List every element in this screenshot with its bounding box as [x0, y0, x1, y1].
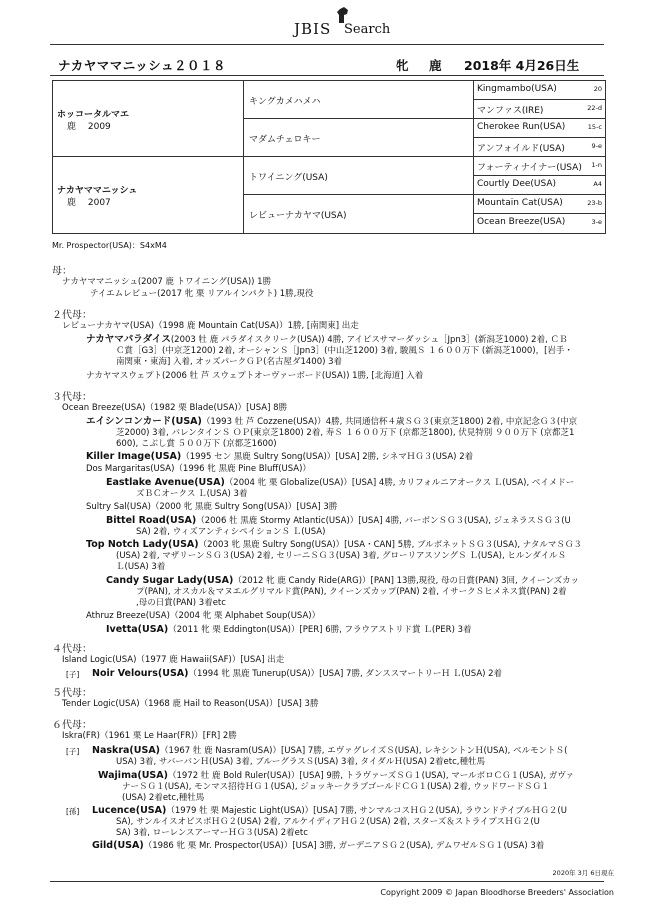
family-line[interactable]: ナカヤママニッシュ(2007 鹿 トワイニング(USA)) 1勝: [62, 277, 272, 287]
horse-link[interactable]: Naskra(USA): [92, 745, 161, 756]
gen2-name[interactable]: マダムチェロキー: [249, 135, 321, 145]
gen2-name[interactable]: キングカメハメハ: [249, 97, 321, 107]
horse-record: （2003 牝 黒鹿 Sultry Song(USA)）[USA・CAN] 5勝, ブルボネットＳＧ３(USA), ナタルマＳＧ３: [198, 540, 582, 550]
as-of-date: 2020年 3月 6日現在: [552, 869, 614, 877]
family-line-cont: ズＢＣオークス Ｌ(USA) 3着: [136, 489, 248, 499]
pedigree-gen3-cell[interactable]: [473, 157, 605, 176]
pedigree-gen3-cell[interactable]: [473, 100, 605, 119]
family-line-cont: 600), こぶし賞 ５００万下 (京都芝1600): [116, 439, 277, 449]
section-heading-dam: 母：: [52, 266, 72, 277]
family-line[interactable]: [86, 539, 582, 551]
gen3-name[interactable]: Courtly Dee(USA): [477, 179, 557, 189]
family-line-cont: 南関東・東海] 入着, オッズパークＧＰ(名古屋ダ1400) 3着: [116, 357, 343, 367]
gen3-name[interactable]: Mountain Cat(USA): [477, 198, 563, 208]
pedigree-gen3-cell[interactable]: [473, 81, 605, 100]
section-heading-2nd-dam: ２代母：: [52, 310, 92, 321]
pedigree-dam-cell[interactable]: [53, 157, 243, 233]
pedigree-gen2-cell[interactable]: [243, 195, 473, 233]
section-heading-6th-dam: ６代母：: [52, 720, 92, 731]
family-line-cont: Ｌ(USA) 3着: [116, 562, 166, 572]
relation-mark: [子]: [66, 670, 80, 679]
gen3-name[interactable]: Cherokee Run(USA): [477, 122, 566, 132]
horse-link[interactable]: Wajima(USA): [98, 770, 168, 781]
copyright: Copyright 2009 © Japan Bloodhorse Breeders' Association: [380, 888, 614, 897]
sire-name[interactable]: ホッコータルマエ: [57, 110, 130, 120]
horse-record: （1986 牝 栗 Mr. Prospector(USA)）[USA] 3勝, ガーデニアＳＧ２(USA), デムワゼルＳＧ１(USA) 3着: [143, 841, 545, 851]
sex-color: 牝 鹿: [396, 58, 446, 73]
horse-record: （1972 牡 鹿 Bold Ruler(USA)）[USA] 9勝, トラヴァーズＳＧ１(USA), マールボロＣＧ１(USA), ガヴァ: [167, 771, 575, 781]
family-line[interactable]: [106, 515, 571, 527]
gen3-name[interactable]: マンファス(IRE): [477, 106, 544, 116]
divider: [50, 75, 604, 76]
pedigree-gen2-cell[interactable]: [243, 119, 473, 157]
family-line-cont: (USA) 2着etc,種牡馬: [122, 793, 205, 803]
horse-record: （1979 牡 栗 Majestic Light(USA)）[USA] 7勝, サンマルコスＨＧ２(USA), ラウンドテイブルＨＧ２(U: [166, 806, 567, 816]
horse-link[interactable]: Noir Velours(USA): [92, 668, 189, 679]
family-line-cont: SA) 3着, ローレンスアーマーＨＧ３(USA) 2着etc: [116, 828, 308, 838]
horse-record: （2006 牡 黒鹿 Stormy Atlantic(USA)）[USA] 4勝, バーボンＳＧ３(USA), ジェネラスＳＧ３(U: [196, 516, 571, 526]
dam-info: 鹿 2007: [67, 198, 111, 208]
family-line[interactable]: [92, 840, 544, 852]
section-heading-5th-dam: ５代母：: [52, 688, 92, 699]
family-line[interactable]: [92, 668, 502, 680]
family-line-cont: SA), サンルイスオビスポＨＧ２(USA) 2着, アルケイディアＨＧ２(USA) 2着, スターズ＆ストライプスＨＧ２(U: [116, 817, 540, 827]
family-line-cont: 芝2000) 3着, バレンタインＳ ＯＰ(東京芝1800) 2着, 寿Ｓ １６００万下 (京都芝1800), 伏見特別 ９００万下 (京都芝1: [116, 428, 575, 438]
family-number: 22-d: [587, 104, 602, 112]
family-number: 3-e: [591, 218, 602, 226]
family-line[interactable]: Sultry Sal(USA)（2000 牝 黒鹿 Sultry Song(USA)）[USA] 3勝: [86, 502, 338, 512]
family-line[interactable]: [106, 624, 472, 636]
gen3-name[interactable]: Kingmambo(USA): [477, 84, 557, 94]
horse-link[interactable]: Ivetta(USA): [106, 624, 169, 635]
family-line[interactable]: ナカヤマスウェプト(2006 牡 芦 スウェプトオーヴァーボード(USA)) 1勝, [北海道] 入着: [86, 371, 424, 381]
gen2-name[interactable]: トワイニング(USA): [249, 173, 328, 183]
logo-jbis-text: JBIS: [294, 20, 332, 38]
horse-record: （2011 牝 栗 Eddington(USA)）[PER] 6勝, フラウアストリド賞 Ｌ(PER) 3着: [168, 625, 472, 635]
family-line-cont: USA) 3着, サバーバンＨ(USA) 3着, ブルーグラスＳ(USA) 3着, タイダルＨ(USA) 2着etc,種牡馬: [116, 757, 485, 767]
section-heading-4th-dam: ４代母：: [52, 644, 92, 655]
family-line[interactable]: [92, 805, 567, 817]
family-number: 1-n: [591, 161, 602, 169]
horse-record: （1967 牡 鹿 Nasram(USA)）[USA] 7勝, エヴァグレイズＳ(USA), レキシントンＨ(USA), ベルモントＳ(: [160, 746, 568, 756]
family-number: 20: [593, 85, 602, 93]
family-line-cont: SA) 2着, ウィズアンティシペイションＳ Ｌ(USA): [136, 527, 326, 537]
divider: [50, 44, 604, 45]
family-line-cont: ナーＳＧ１(USA), モンマス招待ＨＧ１(USA), ジョッキークラブゴールドＣＧ１(USA) 2着, ウッドワードＳＧ１: [122, 782, 550, 792]
horse-record: （1995 セン 黒鹿 Sultry Song(USA)）[USA] 2勝, シネマＨＧ３(USA) 2着: [181, 452, 474, 462]
pedigree-gen3-cell[interactable]: [473, 138, 605, 157]
inbreeding-cross: Mr. Prospector(USA)：S4xM4: [52, 241, 167, 250]
gen2-name[interactable]: レビューナカヤマ(USA): [249, 211, 347, 221]
relation-mark: [子]: [66, 747, 80, 756]
family-line[interactable]: テイエムレビュー(2017 牝 栗 リアルインパクト) 1勝,現役: [90, 289, 314, 299]
family-line[interactable]: Dos Margaritas(USA)（1996 牝 黒鹿 Pine Bluff(USA)）: [86, 464, 311, 474]
horse-link[interactable]: ナカヤマパラダイス: [86, 334, 171, 345]
gen3-name[interactable]: アンフォイルド(USA): [477, 144, 565, 154]
pedigree-gen2-cell[interactable]: [243, 157, 473, 195]
family-line[interactable]: Iskra(FR)（1961 栗 Le Haar(FR)）[FR] 2勝: [62, 731, 237, 741]
pedigree-gen3-cell[interactable]: [473, 214, 605, 233]
family-line[interactable]: [86, 451, 473, 463]
family-line[interactable]: [106, 575, 579, 587]
gen3-name[interactable]: フォーティナイナー(USA): [477, 163, 582, 173]
pedigree-gen1: [53, 81, 244, 233]
birth-date: 2018年 4月26日生: [464, 58, 580, 73]
family-line[interactable]: レビューナカヤマ(USA)（1998 鹿 Mountain Cat(USA)）1勝, [南関東] 出走: [62, 321, 359, 331]
family-line[interactable]: [98, 770, 574, 782]
relation-mark: [孫]: [66, 807, 80, 816]
jbis-logo[interactable]: [294, 6, 394, 40]
family-line-cont: (USA) 2着, マザリーンＳＧ３(USA) 2着, セリーニＳＧ３(USA) 3着, グローリアスソングＳ Ｌ(USA), ヒルンダイルＳ: [116, 551, 567, 561]
family-line[interactable]: Athruz Breeze(USA)（2004 牝 栗 Alphabet Soup(USA)）: [86, 611, 321, 621]
horse-record: （2004 牝 栗 Globalize(USA)）[USA] 4勝, カリフォルニアオークス Ｌ(USA), ベイメドー: [224, 478, 575, 488]
family-number: A4: [593, 180, 602, 188]
sire-info: 鹿 2009: [67, 122, 111, 132]
horse-record: （2012 牝 鹿 Candy Ride(ARG)）[PAN] 13勝,現役, 母の日賞(PAN) 3回, クイーンズカッ: [233, 576, 580, 586]
family-line-cont: プ(PAN), オスカル＆マヌエルグリマルド賞(PAN), クイーンズカップ(PAN) 2着, イサークＳヒメネス賞(PAN) 2着: [136, 587, 567, 597]
pedigree-table: [52, 80, 606, 234]
horse-link[interactable]: Top Notch Lady(USA): [86, 539, 199, 550]
family-line[interactable]: [86, 416, 577, 428]
family-line[interactable]: Ocean Breeze(USA)（1982 栗 Blade(USA)）[USA] 8勝: [62, 403, 288, 413]
family-number: 15-c: [587, 123, 602, 131]
horse-link[interactable]: Lucence(USA): [92, 805, 167, 816]
pedigree-gen2: [243, 81, 474, 233]
pedigree-gen3-cell[interactable]: [473, 195, 605, 214]
family-line[interactable]: Island Logic(USA)（1977 鹿 Hawaii(SAF)）[USA] 出走: [62, 655, 285, 665]
pedigree-gen3-cell[interactable]: [473, 176, 605, 195]
dam-name[interactable]: ナカヤママニッシュ: [57, 186, 138, 196]
horse-record: （1994 牝 黒鹿 Tunerup(USA)）[USA] 7勝, ダンススマートリーＨ Ｌ(USA) 2着: [188, 669, 503, 679]
family-line[interactable]: Tender Logic(USA)（1968 鹿 Hail to Reason(USA)）[USA] 3勝: [62, 699, 319, 709]
horse-record: (2003 牡 鹿 パラダイスクリーク(USA)) 4勝, アイビスサマーダッシュ［Jpn3］(新潟芝1000) 2着, ＣＢ: [170, 335, 568, 345]
divider: [50, 881, 604, 882]
family-line-cont: Ｃ賞［G3］(中京芝1200) 2着, オーシャンＳ［Jpn3］(中山芝1200) 3着, 駿風Ｓ １６００万下 (新潟芝1000)，[岩手・: [116, 346, 573, 356]
horse-name: ナカヤママニッシュ２０１８: [58, 58, 227, 73]
horse-link[interactable]: Eastlake Avenue(USA): [106, 477, 225, 488]
pedigree-gen3-cell[interactable]: [473, 119, 605, 138]
family-line[interactable]: [86, 334, 567, 346]
horse-link[interactable]: Killer Image(USA): [86, 451, 182, 462]
section-heading-3rd-dam: ３代母：: [52, 392, 92, 403]
gen3-name[interactable]: Ocean Breeze(USA): [477, 217, 566, 227]
family-number: 23-b: [587, 199, 602, 207]
pedigree-gen3: [473, 81, 605, 233]
family-line[interactable]: [92, 745, 567, 757]
horse-link[interactable]: Bittel Road(USA): [106, 515, 197, 526]
horse-link[interactable]: エイシンコンカード(USA): [86, 416, 202, 427]
horse-link[interactable]: Candy Sugar Lady(USA): [106, 575, 234, 586]
family-line[interactable]: [106, 477, 574, 489]
family-line-cont: ,母の日賞(PAN) 3着etc: [136, 598, 226, 608]
pedigree-gen2-cell[interactable]: [243, 81, 473, 119]
horse-link[interactable]: Gild(USA): [92, 840, 144, 851]
logo-search-text: Search: [344, 22, 391, 37]
family-number: 9-e: [591, 142, 602, 150]
pedigree-sire-cell[interactable]: [53, 81, 243, 157]
horse-record: （1993 牡 芦 Cozzene(USA)）4勝, 共同通信杯４歳ＳＧ３(東京芝1800) 2着, 中京記念Ｇ３(中京: [201, 417, 578, 427]
